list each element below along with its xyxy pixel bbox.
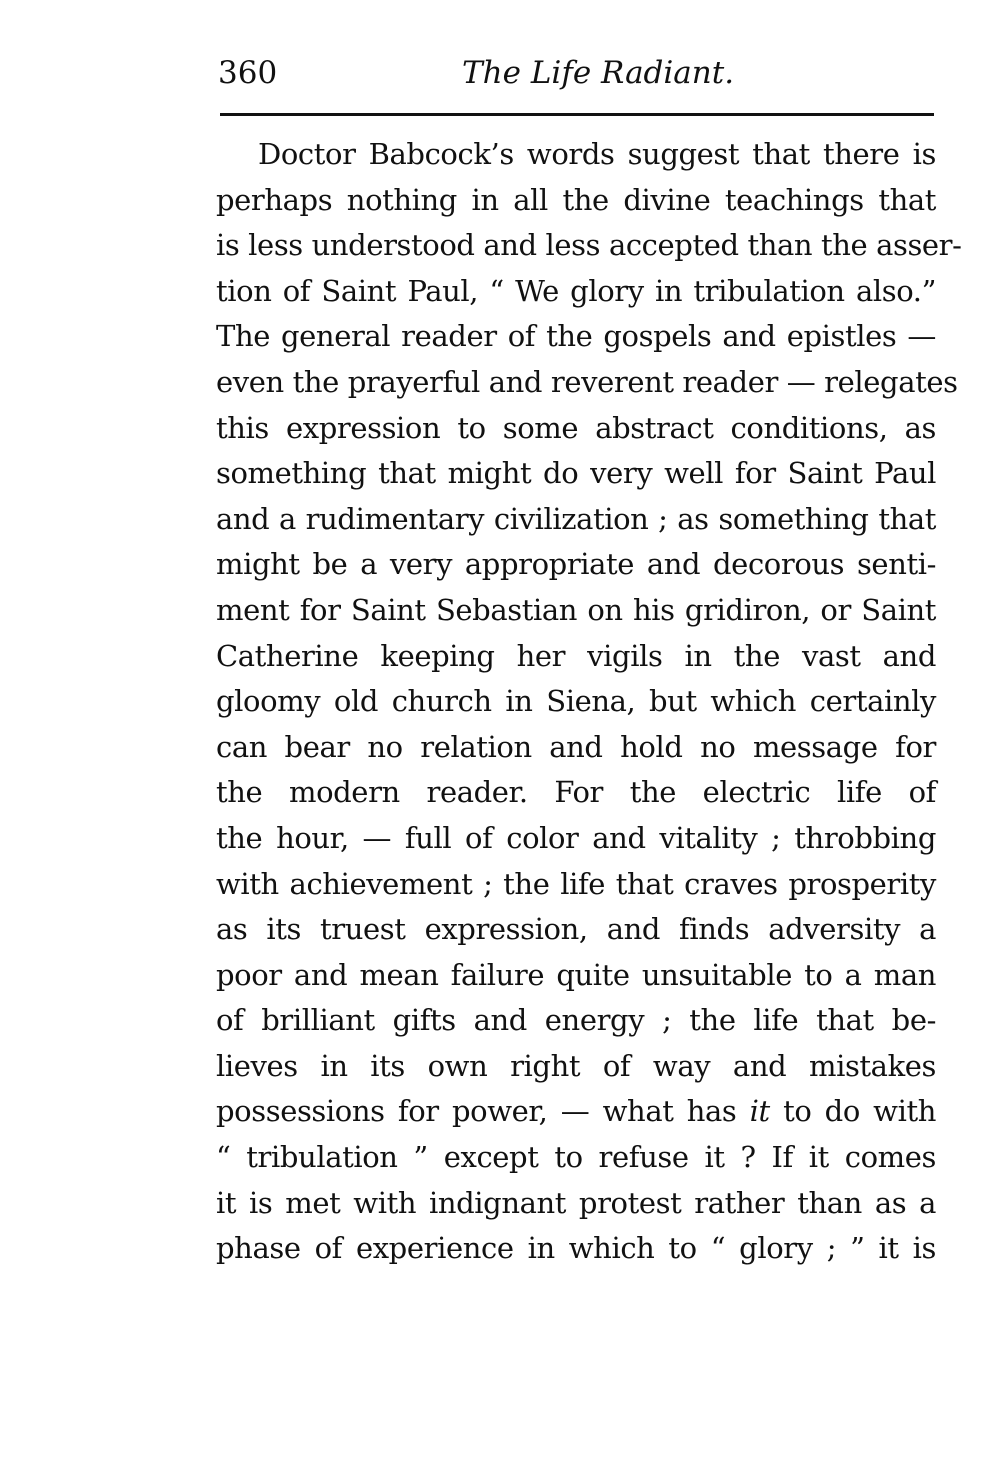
text-line: and a rudimentary civilization ; as something that <box>216 501 936 536</box>
text-line: it is met with indignant protest rather than as a <box>216 1185 936 1220</box>
text-line: even the prayerful and reverent reader — relegates <box>216 364 958 399</box>
text-line: lieves in its own right of way and mistakes <box>216 1048 936 1083</box>
text-line: Doctor Babcock’s words suggest that there is <box>258 137 936 171</box>
text-line: this expression to some abstract conditions, as <box>216 410 936 445</box>
text-segment: possessions for power, — what has <box>216 1094 750 1129</box>
text-line: as its truest expression, and finds adversity a <box>216 912 936 947</box>
text-line: poor and mean failure quite unsuitable to a man <box>216 957 936 992</box>
text-line: with achievement ; the life that craves prosperity <box>216 866 936 901</box>
text-line: the hour, — full of color and vitality ; throbbing <box>216 820 936 855</box>
text-segment: to do with <box>769 1094 936 1129</box>
text-line: Catherine keeping her vigils in the vast and <box>216 638 936 673</box>
text-line: phase of experience in which to “ glory ; ” it is <box>216 1231 936 1266</box>
running-title: The Life Radiant. <box>462 55 735 91</box>
text-line: might be a very appropriate and decorous senti- <box>216 547 936 582</box>
text-line: tion of Saint Paul, “ We glory in tribulation also.” <box>216 273 936 308</box>
header-rule <box>220 113 934 116</box>
text-line: can bear no relation and hold no message for <box>216 729 936 764</box>
text-line: perhaps nothing in all the divine teachings that <box>216 182 936 217</box>
page-number: 360 <box>218 55 278 91</box>
text-line: of brilliant gifts and energy ; the life that be- <box>216 1003 936 1038</box>
text-line: something that might do very well for Saint Paul <box>216 456 936 491</box>
text-line: gloomy old church in Siena, but which certainly <box>216 684 936 719</box>
text-line: is less understood and less accepted than the asser- <box>216 228 962 263</box>
italic-emphasis: it <box>749 1094 770 1129</box>
body-text <box>216 132 962 1272</box>
text-line: The general reader of the gospels and epistles — <box>216 319 936 354</box>
text-line: “ tribulation ” except to refuse it ? If it comes <box>216 1140 936 1175</box>
text-line: ment for Saint Sebastian on his gridiron, or Saint <box>216 592 936 627</box>
text-line-with-italic <box>216 1089 936 1135</box>
running-header <box>216 48 936 98</box>
text-line: the modern reader. For the electric life of <box>216 775 936 810</box>
